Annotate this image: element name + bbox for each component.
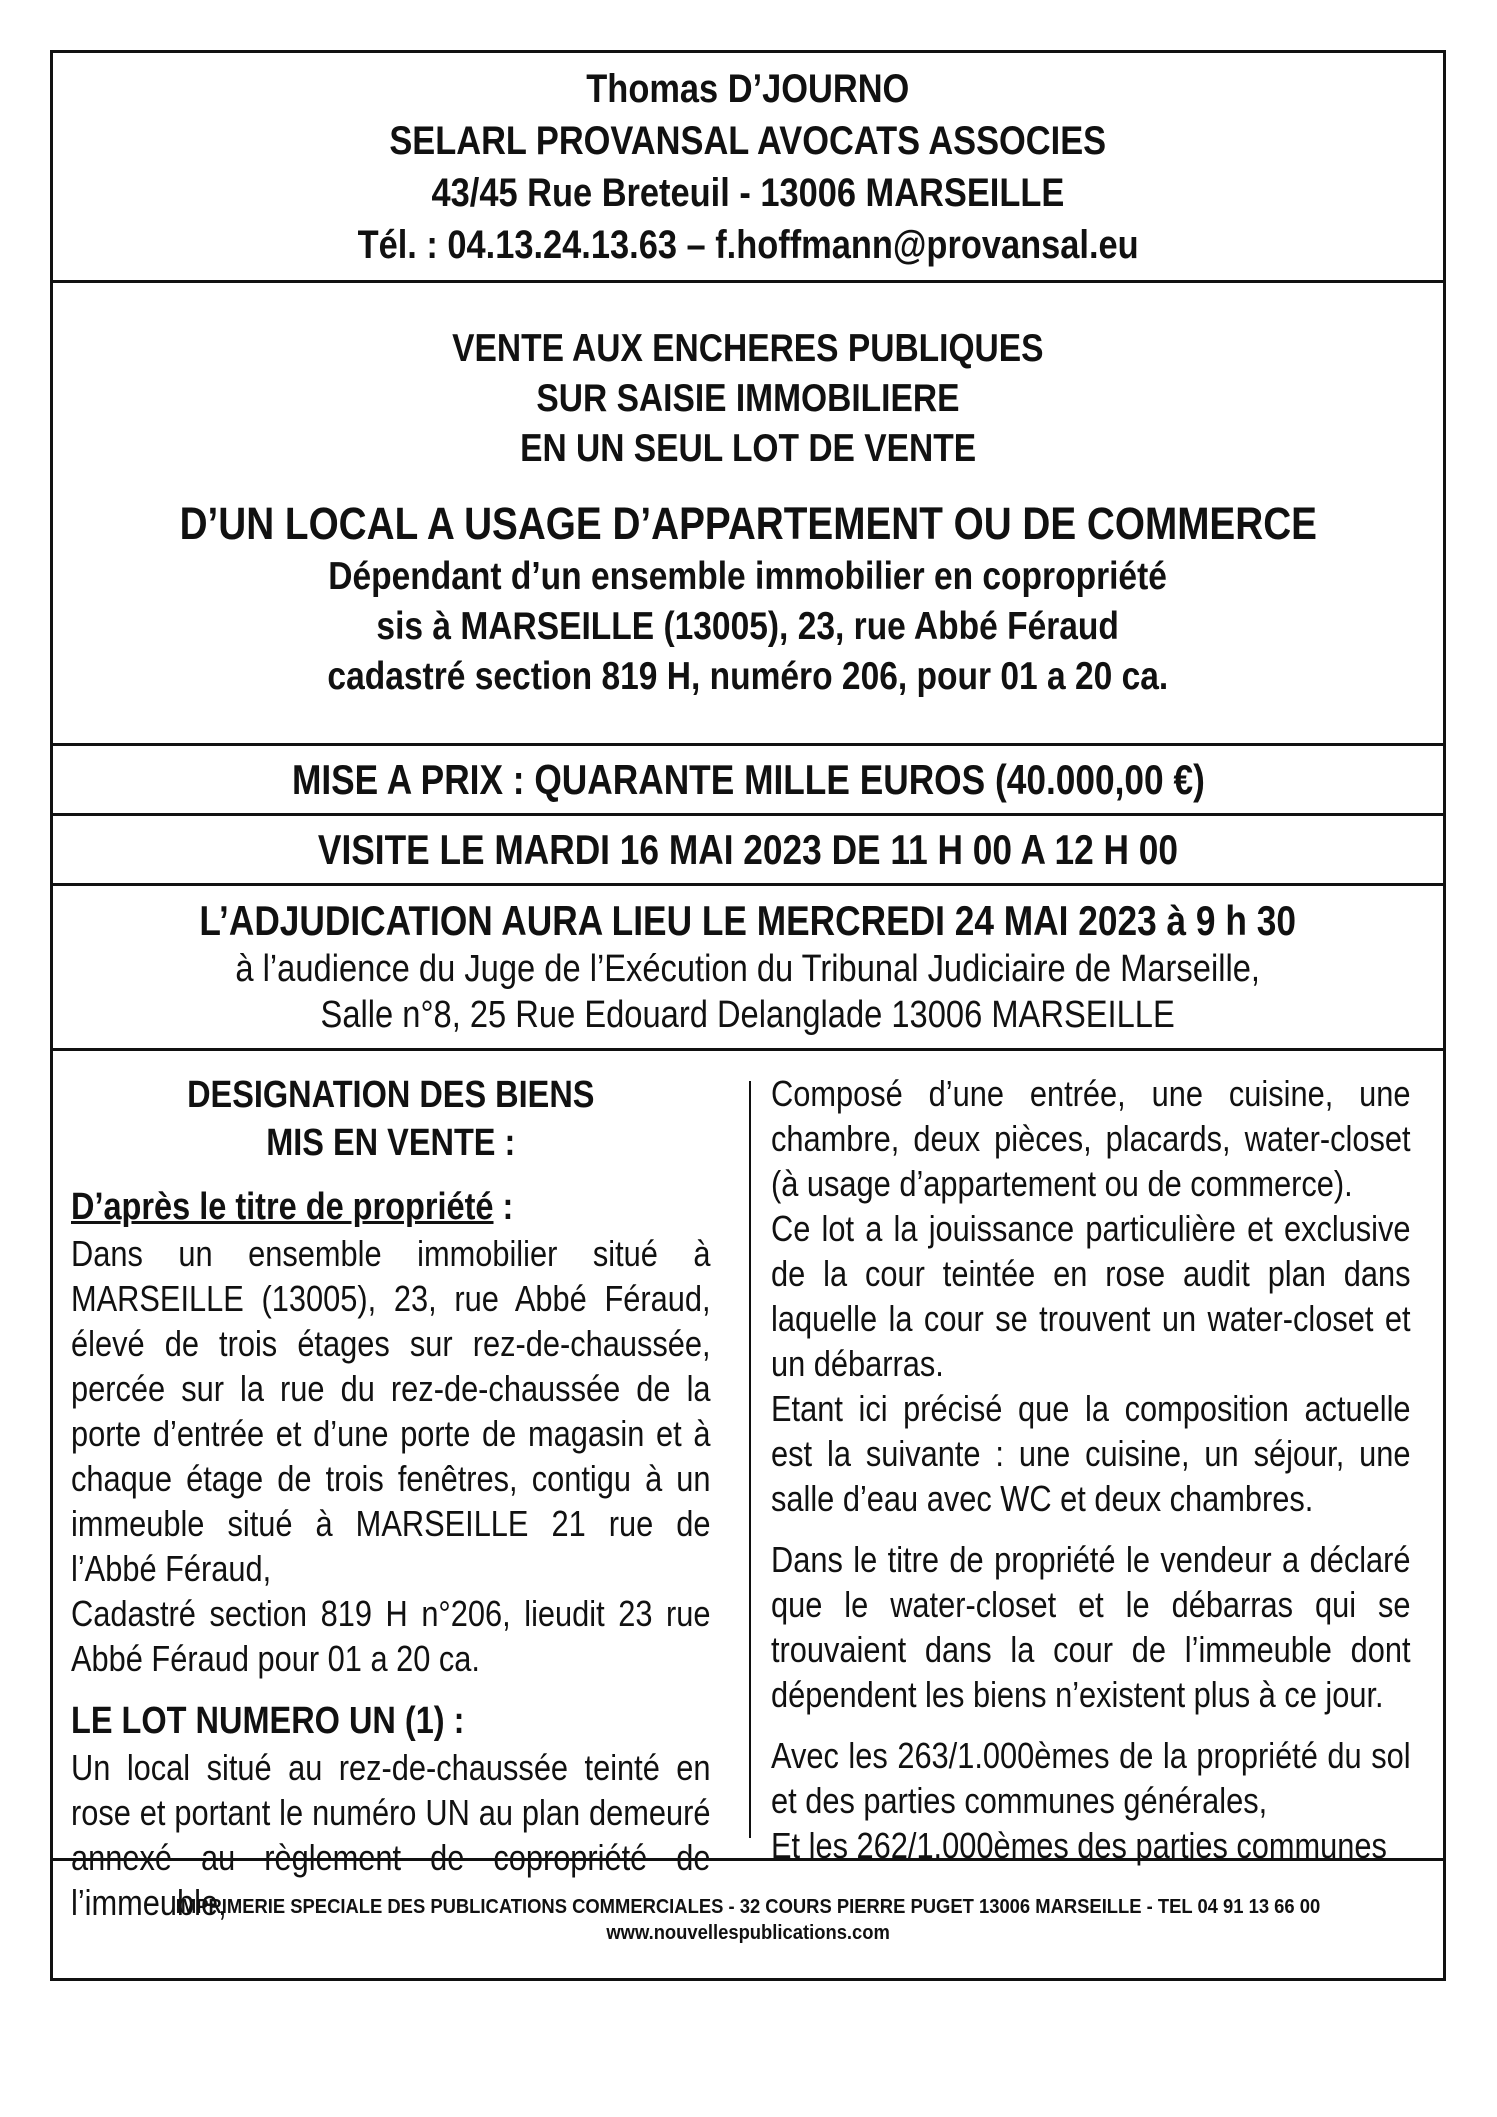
sale-title-line: SUR SAISIE IMMOBILIERE: [536, 377, 960, 420]
current-composition-paragraph: Etant ici précisé que la composition actuelle est la suivante : une cuisine, un séjour, une salle d’eau avec WC et deux chambres.: [771, 1388, 1411, 1519]
printer-address: IMPRIMERIE SPECIALE DES PUBLICATIONS COMMERCIALES - 32 COURS PIERRE PUGET 13006 MARSEILLE - TEL 04 91 13 66 00: [175, 1895, 1321, 1918]
sale-detail-line: Dépendant d’un ensemble immobilier en copropriété: [328, 555, 1168, 598]
firm-contact: Tél. : 04.13.24.13.63 – f.hoffmann@provansal.eu: [357, 222, 1139, 267]
lawyer-header: [53, 53, 1443, 283]
shares-paragraph: Avec les 263/1.000èmes de la propriété du sol et des parties communes générales,: [771, 1735, 1411, 1821]
visit-info: [53, 816, 1443, 886]
left-column: [71, 1071, 711, 1925]
adjudication-line: à l’audience du Juge de l’Exécution du Tribunal Judiciaire de Marseille,: [235, 948, 1261, 990]
printer-footer: [53, 1861, 1443, 1978]
vendor-declaration-paragraph: Dans le titre de propriété le vendeur a déclaré que le water-closet et le débarras qui se trouvaient dans la cour de l’immeuble dont dépendent les biens n’existent plus à ce jour.: [771, 1539, 1411, 1715]
title-subheading: [71, 1183, 711, 1231]
courtyard-paragraph: Ce lot a la jouissance particulière et exclusive de la cour teintée en rose audit plan dans laquelle la cour se trouvent un water-closet et un débarras.: [771, 1208, 1411, 1384]
cadastre-paragraph: Cadastré section 819 H n°206, lieudit 23 rue Abbé Féraud pour 01 a 20 ca.: [71, 1593, 711, 1679]
lawyer-name: Thomas D’JOURNO: [586, 66, 910, 111]
right-column: [771, 1071, 1411, 1868]
adjudication-title: L’ADJUDICATION AURA LIEU LE MERCREDI 24 MAI 2023 à 9 h 30: [199, 897, 1297, 944]
sale-announcement: [53, 283, 1443, 746]
legal-notice-frame: [50, 50, 1446, 1981]
adjudication-info: [53, 886, 1443, 1051]
title-subheading-colon: :: [493, 1186, 514, 1228]
title-paragraph: Dans un ensemble immobilier situé à MARSEILLE (13005), 23, rue Abbé Féraud, élevé de trois étages sur rez-de-chaussée, percée sur la rue du rez-de-chaussée de la porte d’entrée et d’une porte de magasin et à chaque étage de trois fenêtres, contigu à un immeuble situé à MARSEILLE 21 rue de l’Abbé Féraud,: [71, 1233, 711, 1589]
lot-heading: LE LOT NUMERO UN (1) :: [71, 1700, 465, 1742]
designation-heading: MIS EN VENTE :: [266, 1122, 516, 1164]
printer-website[interactable]: www.nouvellespublications.com: [606, 1921, 890, 1944]
designation-heading: DESIGNATION DES BIENS: [187, 1074, 595, 1116]
sale-detail-line: cadastré section 819 H, numéro 206, pour 01 a 20 ca.: [327, 655, 1169, 698]
law-firm: SELARL PROVANSAL AVOCATS ASSOCIES: [389, 118, 1107, 163]
firm-address: 43/45 Rue Breteuil - 13006 MARSEILLE: [431, 170, 1065, 215]
sale-title-line: VENTE AUX ENCHERES PUBLIQUES: [452, 327, 1044, 370]
title-subheading-text: D’après le titre de propriété: [71, 1186, 494, 1228]
sale-object: D’UN LOCAL A USAGE D’APPARTEMENT OU DE COMMERCE: [179, 498, 1317, 549]
visit-text: VISITE LE MARDI 16 MAI 2023 DE 11 H 00 A 12 H 00: [317, 825, 1179, 873]
starting-price: [53, 746, 1443, 816]
sale-detail-line: sis à MARSEILLE (13005), 23, rue Abbé Féraud: [376, 605, 1120, 648]
column-divider: [749, 1081, 751, 1838]
lot-paragraph: Un local situé au rez-de-chaussée teinté en rose et portant le numéro UN au plan demeuré annexé au règlement de copropriété de l’immeuble,: [71, 1747, 711, 1923]
shares-paragraph-2: Et les 262/1.000èmes des parties communes: [771, 1825, 1387, 1866]
starting-price-text: MISE A PRIX : QUARANTE MILLE EUROS (40.000,00 €): [291, 755, 1205, 803]
sale-title-line: EN UN SEUL LOT DE VENTE: [520, 427, 976, 470]
composition-paragraph: Composé d’une entrée, une cuisine, une chambre, deux pièces, placards, water-closet (à usage d’appartement ou de commerce).: [771, 1073, 1411, 1204]
adjudication-line: Salle n°8, 25 Rue Edouard Delanglade 13006 MARSEILLE: [320, 994, 1176, 1036]
